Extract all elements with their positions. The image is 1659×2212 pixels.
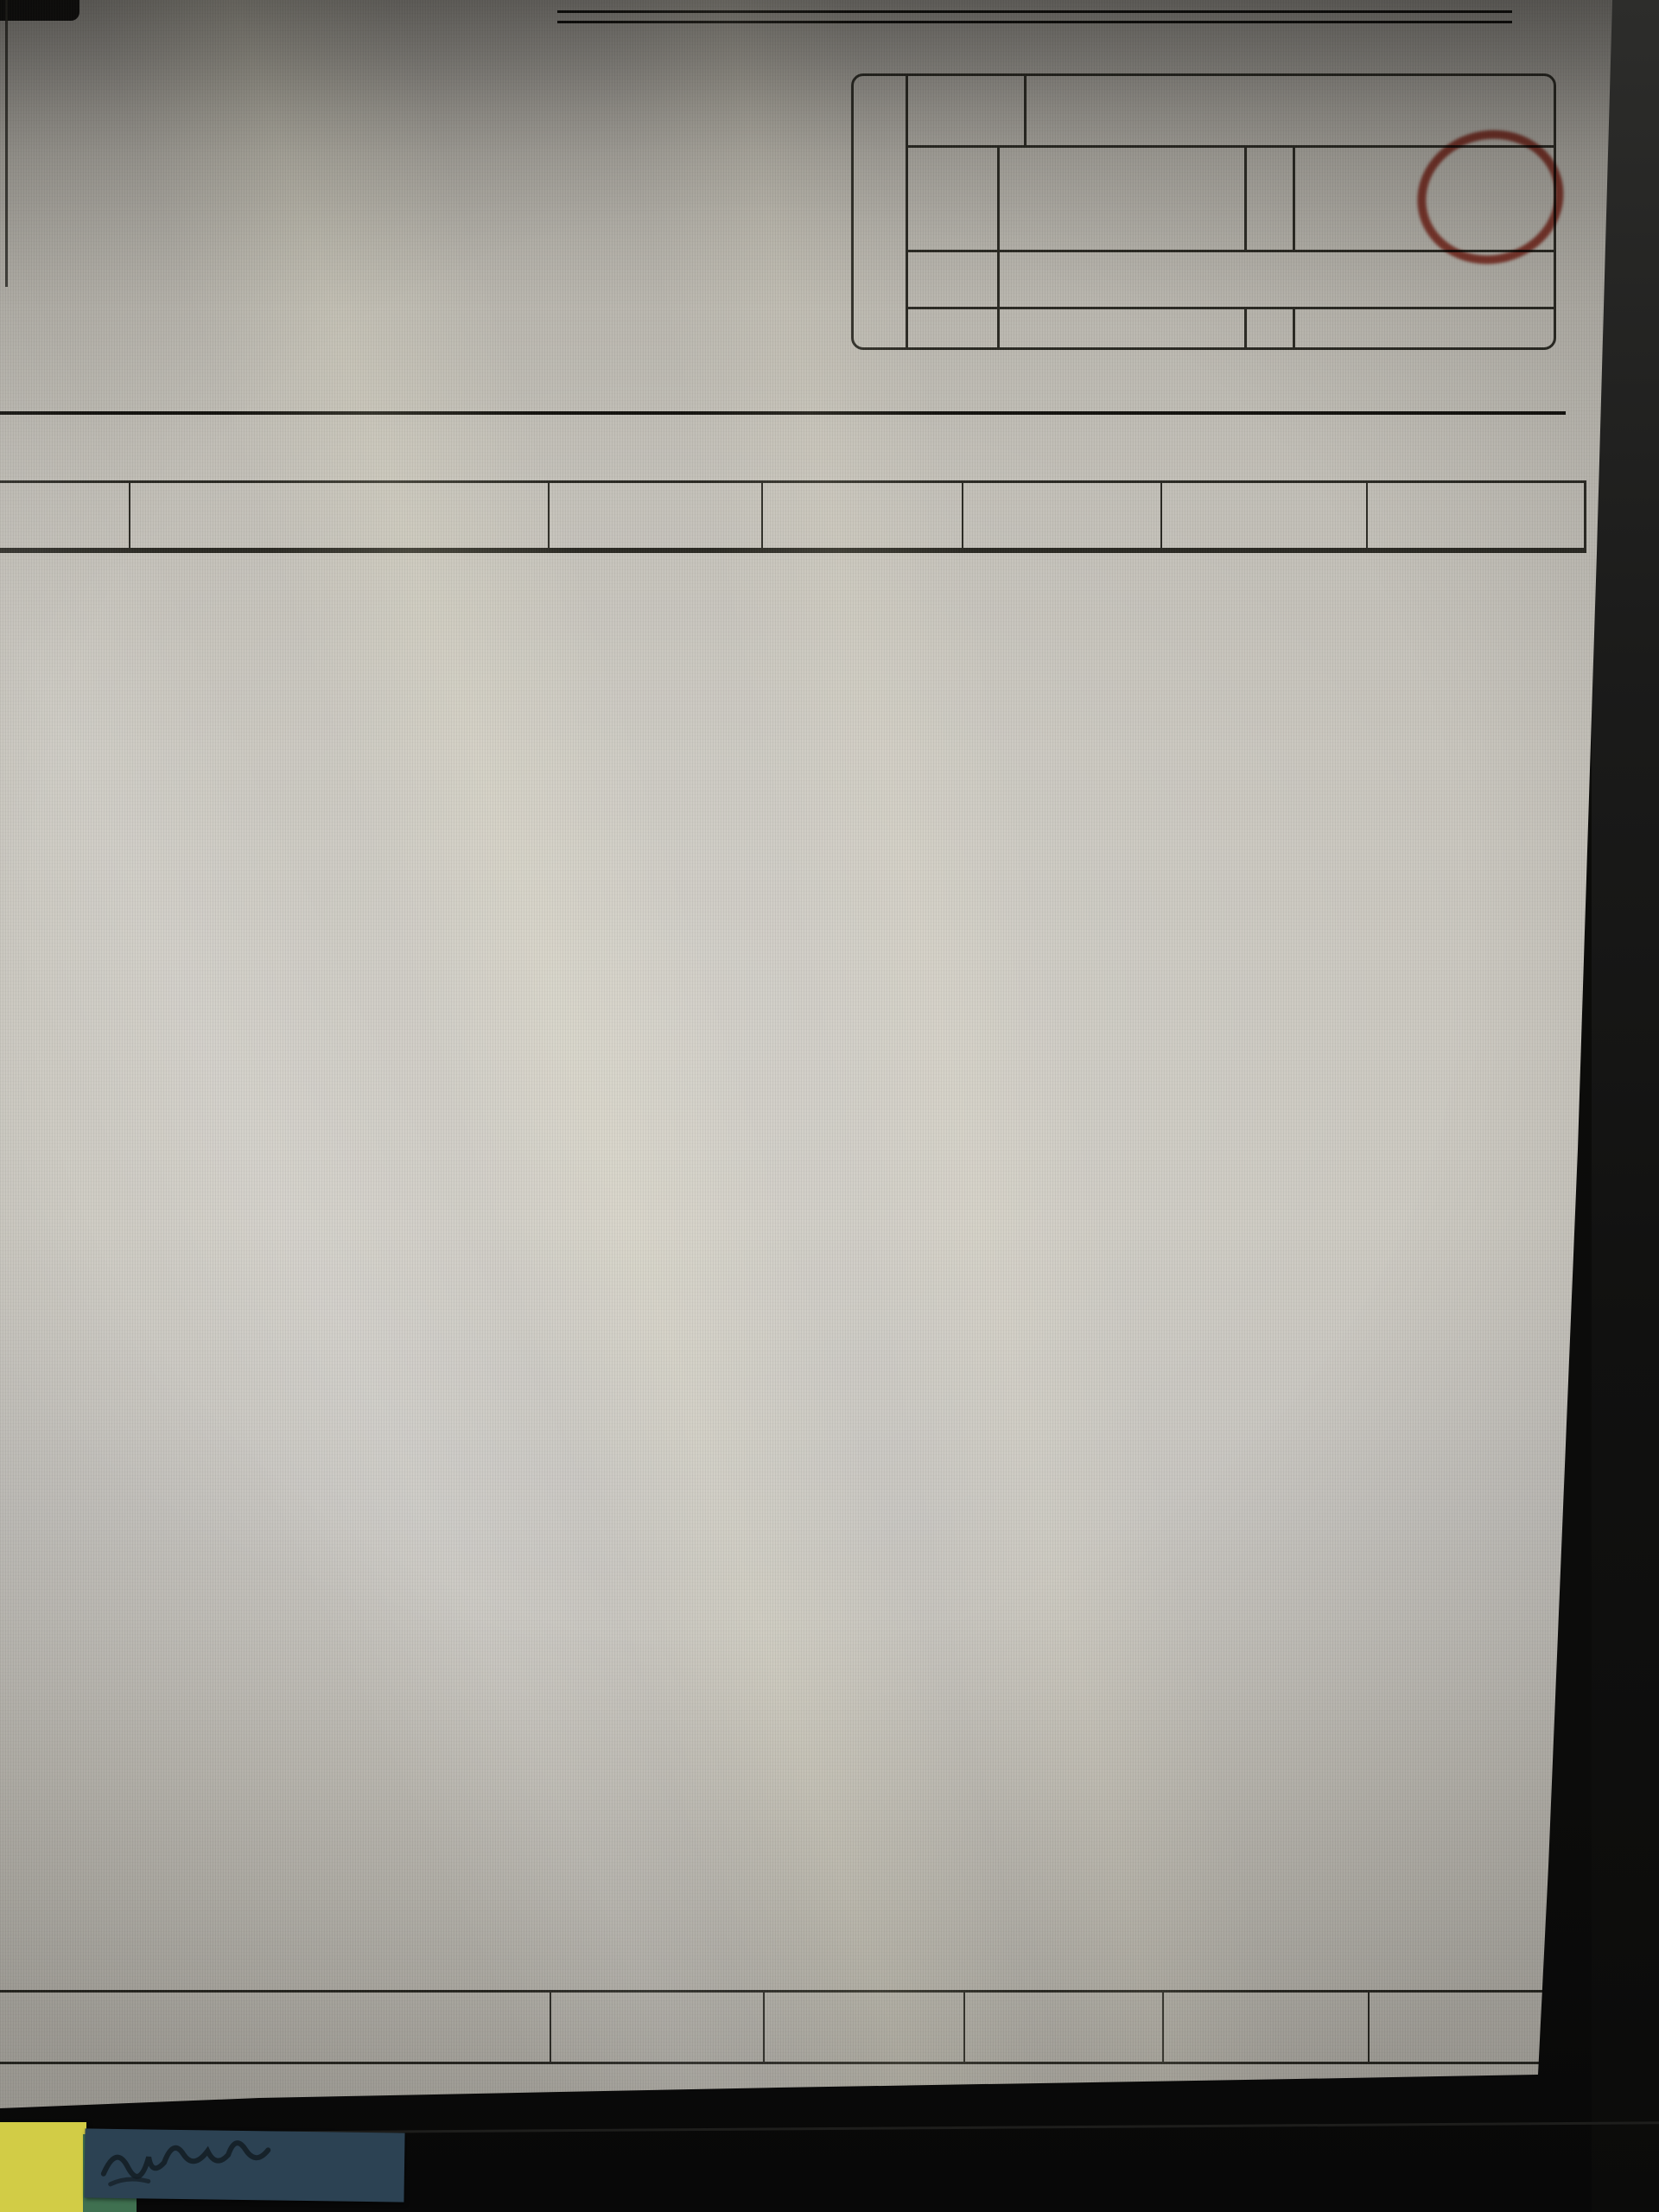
table-header-row [0,483,1584,550]
grand-total-line [10,421,49,457]
biztype-value [1000,309,1247,347]
header-date [0,483,130,550]
bizitem-value [1295,309,1554,347]
supplier-biztype-row [908,309,1554,347]
header-rule-bottom [557,21,1512,23]
blue-tape-label [84,2128,404,2202]
header-rule-top [557,10,1512,13]
address-label [908,252,1000,307]
bizitem-label [1247,309,1295,347]
total-unit-empty [965,1993,1164,2062]
header-qty [763,483,963,550]
company-value [1000,148,1247,250]
biztype-label [908,309,1000,347]
total-supply [1164,1993,1370,2062]
total-label [0,1993,551,2062]
page-left-edge [5,0,8,287]
total-row [0,1990,1597,2064]
total-balance [1370,1993,1589,2062]
handwriting-scribble [84,2128,404,2202]
section-divider [0,411,1566,415]
top-left-shadow [0,0,79,21]
header-unit-price [963,483,1162,550]
yellow-sticky-note [0,2122,86,2212]
header-item-name [130,483,550,550]
header-spec [550,483,763,550]
company-label [908,148,1000,250]
total-qty [765,1993,965,2062]
items-table [0,480,1586,553]
header-supply-amount [1162,483,1368,550]
total-spec-empty [551,1993,765,2062]
name-label [1247,148,1295,250]
supplier-section-label [854,76,908,347]
grand-total-gap [10,421,49,456]
header-balance [1368,483,1584,550]
